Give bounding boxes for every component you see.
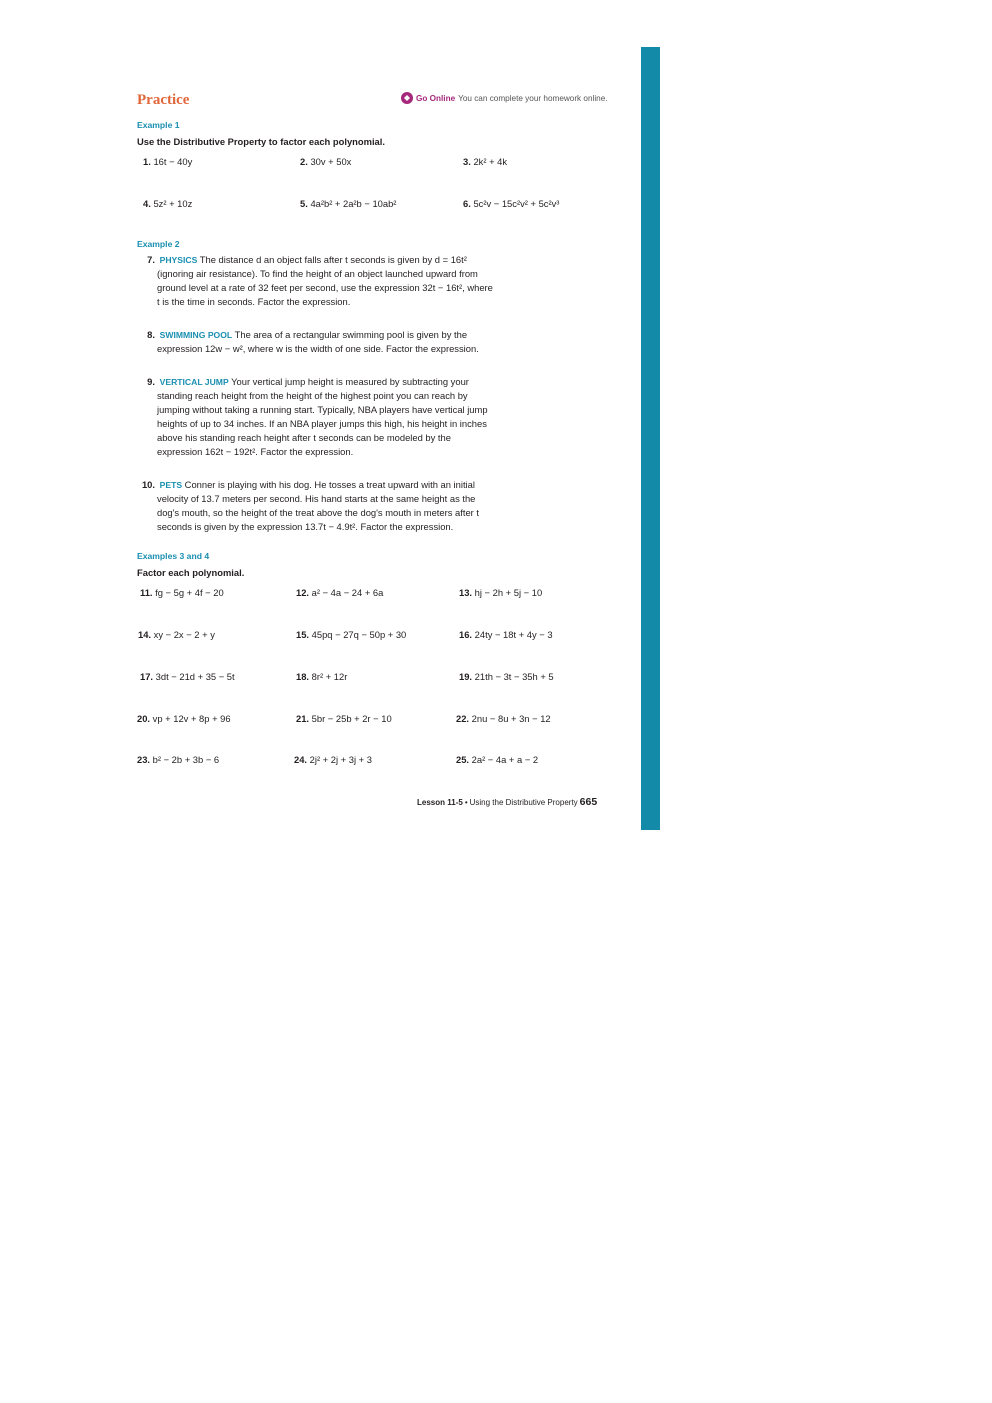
example-label: Example 1 [137,120,180,130]
problem-5: 5. 4a²b² + 2a²b − 10ab² [300,198,397,209]
footer-lesson: Lesson 11-5 [417,798,463,807]
problem-22: 22. 2nu − 8u + 3n − 12 [456,713,551,724]
problem-19: 19. 21th − 3t − 35h + 5 [459,671,554,682]
problem-4: 4. 5z² + 10z [143,198,193,209]
problem-25: 25. 2a² − 4a + a − 2 [456,754,539,765]
footer-topic: Using the Distributive Property [469,798,578,807]
go-online-link[interactable] [401,92,608,104]
go-online-text: You can complete your homework online. [458,93,608,103]
problem-2: 2. 30v + 50x [300,156,352,167]
problem-15: 15. 45pq − 27q − 50p + 30 [296,629,407,640]
word-problem-10: 10. PETS Conner is playing with his dog. He tosses a treat upward with an initial velocity of 13.7 meters per second. His hand starts at the same height as the dog's mouth, so the height of the treat above the dog's mouth in meters after t seconds is given by the expression 13.7t − 4.9t². Factor the expression. [141,479,480,532]
problem-12: 12. a² − 4a − 24 + 6a [296,587,384,598]
example-label: Examples 3 and 4 [137,551,210,561]
go-online-icon [401,92,413,104]
problem-3: 3. 2k² + 4k [463,156,508,167]
go-online-label[interactable]: Go Online [416,93,456,103]
instruction: Use the Distributive Property to factor each polynomial. [137,136,385,147]
problem-21: 21. 5br − 25b + 2r − 10 [296,713,392,724]
footer-bullet: • [464,798,468,807]
problem-11: 11. fg − 5g + 4f − 20 [140,587,224,598]
problem-23: 23. b² − 2b + 3b − 6 [137,754,220,765]
word-problem-7: 7. PHYSICS The distance d an object falls after t seconds is given by d = 16t² (ignoring air resistance). To find the height of an object launched upward from ground level at a rate of 32 feet per second, use the expression 32t − 16t², where t is the time in seconds. Factor the expression. [147,254,493,307]
problem-17: 17. 3dt − 21d + 35 − 5t [140,671,235,682]
problem-6: 6. 5c²v − 15c²v² + 5c²v³ [463,198,560,209]
problem-1: 1. 16t − 40y [143,156,193,167]
page-edge-bar [641,47,660,830]
section-title: Practice [137,92,190,108]
problem-24: 24. 2j² + 2j + 3j + 3 [294,754,372,765]
page-number: 665 [579,796,598,808]
example-label: Example 2 [137,239,180,249]
word-problem-9: 9. VERTICAL JUMP Your vertical jump height is measured by subtracting your standing reach height from the height of the highest point you can reach by jumping without taking a running start. Typically, NBA players have vertical jump heights of up to 34 inches. If an NBA player jumps this high, his height in inches above his standing reach height after t seconds can be modeled by the expression 162t − 192t². Factor the expression. [147,376,488,457]
problem-14: 14. xy − 2x − 2 + y [138,629,215,640]
problem-20: 20. vp + 12v + 8p + 96 [137,713,231,724]
problem-16: 16. 24ty − 18t + 4y − 3 [459,629,553,640]
instruction: Factor each polynomial. [137,567,245,578]
problem-13: 13. hj − 2h + 5j − 10 [459,587,543,598]
word-problem-8: 8. SWIMMING POOL The area of a rectangular swimming pool is given by the expression 12w − w², where w is the width of one side. Factor the expression. [147,329,479,354]
page-footer [417,796,597,808]
problem-18: 18. 8r² + 12r [296,671,348,682]
